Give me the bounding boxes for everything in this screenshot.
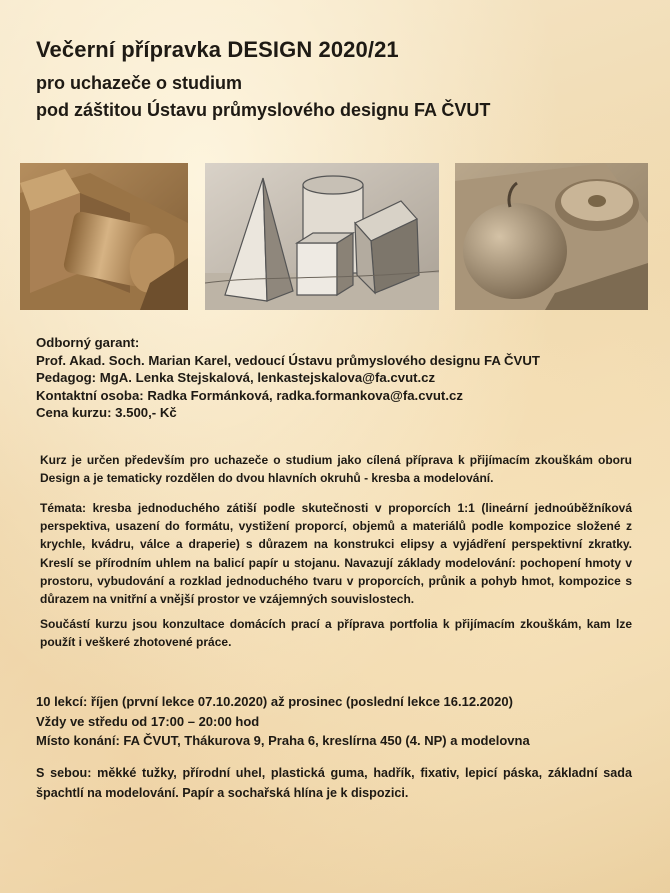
- subtitle-institution: pod záštitou Ústavu průmyslového designu FA ČVUT: [36, 100, 491, 120]
- schedule-time: Vždy ve středu od 17:00 – 20:00 hod: [36, 713, 260, 729]
- course-description: Kurz je určen především pro uchazeče o studium jako cílená příprava k přijímacím zkouškám oboru Design a je tematicky rozdělen do dvou hlavních okruhů - kresba a modelování.: [40, 453, 632, 486]
- pedagog-line: Pedagog: MgA. Lenka Stejskalová, lenkastejskalova@fa.cvut.cz: [36, 370, 436, 385]
- course-info: [36, 334, 540, 422]
- clay-apple-model-photo: [455, 163, 648, 310]
- materials-list: S sebou: měkké tužky, přírodní uhel, plastická guma, hadřík, fixativ, lepicí páska, základní sada špachtlí na modelování. Papír a sochařská hlína je k dispozici.: [36, 766, 632, 800]
- course-topics: Témata: kresba jednoduchého zátiší podle skutečnosti v proporcích 1:1 (lineární jednoúběžníková perspektiva, usazení do formátu, vystižení proporcí, objemů a materiálů podle kompozice složené z krychle, kvádru, válce a draperie) s důrazem na konstrukci elipsy a vyjádření perspektivní zkratky. Kreslí se přírodním uhlem na balicí papír u stojanu. Navazují základy modelování: pochopení hmoty v prostoru, vybudování a rozklad jednoduchého tvaru v proporcích, průnik a pohyb hmot, kompozice s důrazem na vnitřní a vnější prostor ve vzájemných souvislostech.: [40, 501, 632, 607]
- contact-line: Kontaktní osoba: Radka Formánková, radka.formankova@fa.cvut.cz: [36, 387, 463, 403]
- schedule-place: Místo konání: FA ČVUT, Thákurova 9, Praha 6, kreslírna 450 (4. NP) a modelovna: [36, 733, 530, 748]
- course-schedule: [36, 692, 530, 751]
- garant-label: Odborný garant:: [36, 335, 140, 350]
- schedule-lessons: 10 lekcí: říjen (první lekce 07.10.2020) až prosinec (poslední lekce 16.12.2020): [36, 694, 513, 709]
- price-line: Cena kurzu: 3.500,- Kč: [36, 405, 177, 420]
- subtitle-audience: pro uchazeče o studium: [36, 73, 243, 93]
- wooden-block-shapes-photo: [20, 163, 188, 310]
- garant-name: Prof. Akad. Soch. Marian Karel, vedoucí Ústavu průmyslového designu FA ČVUT: [36, 352, 540, 368]
- page-title: Večerní přípravka DESIGN 2020/21: [36, 37, 399, 62]
- charcoal-geometric-still-life-drawing: [205, 163, 439, 310]
- course-consultations: Součástí kurzu jsou konzultace domácích prací a příprava portfolia k přijímacím zkouškám, kam lze použít i veškeré zhotovené práce.: [40, 617, 632, 650]
